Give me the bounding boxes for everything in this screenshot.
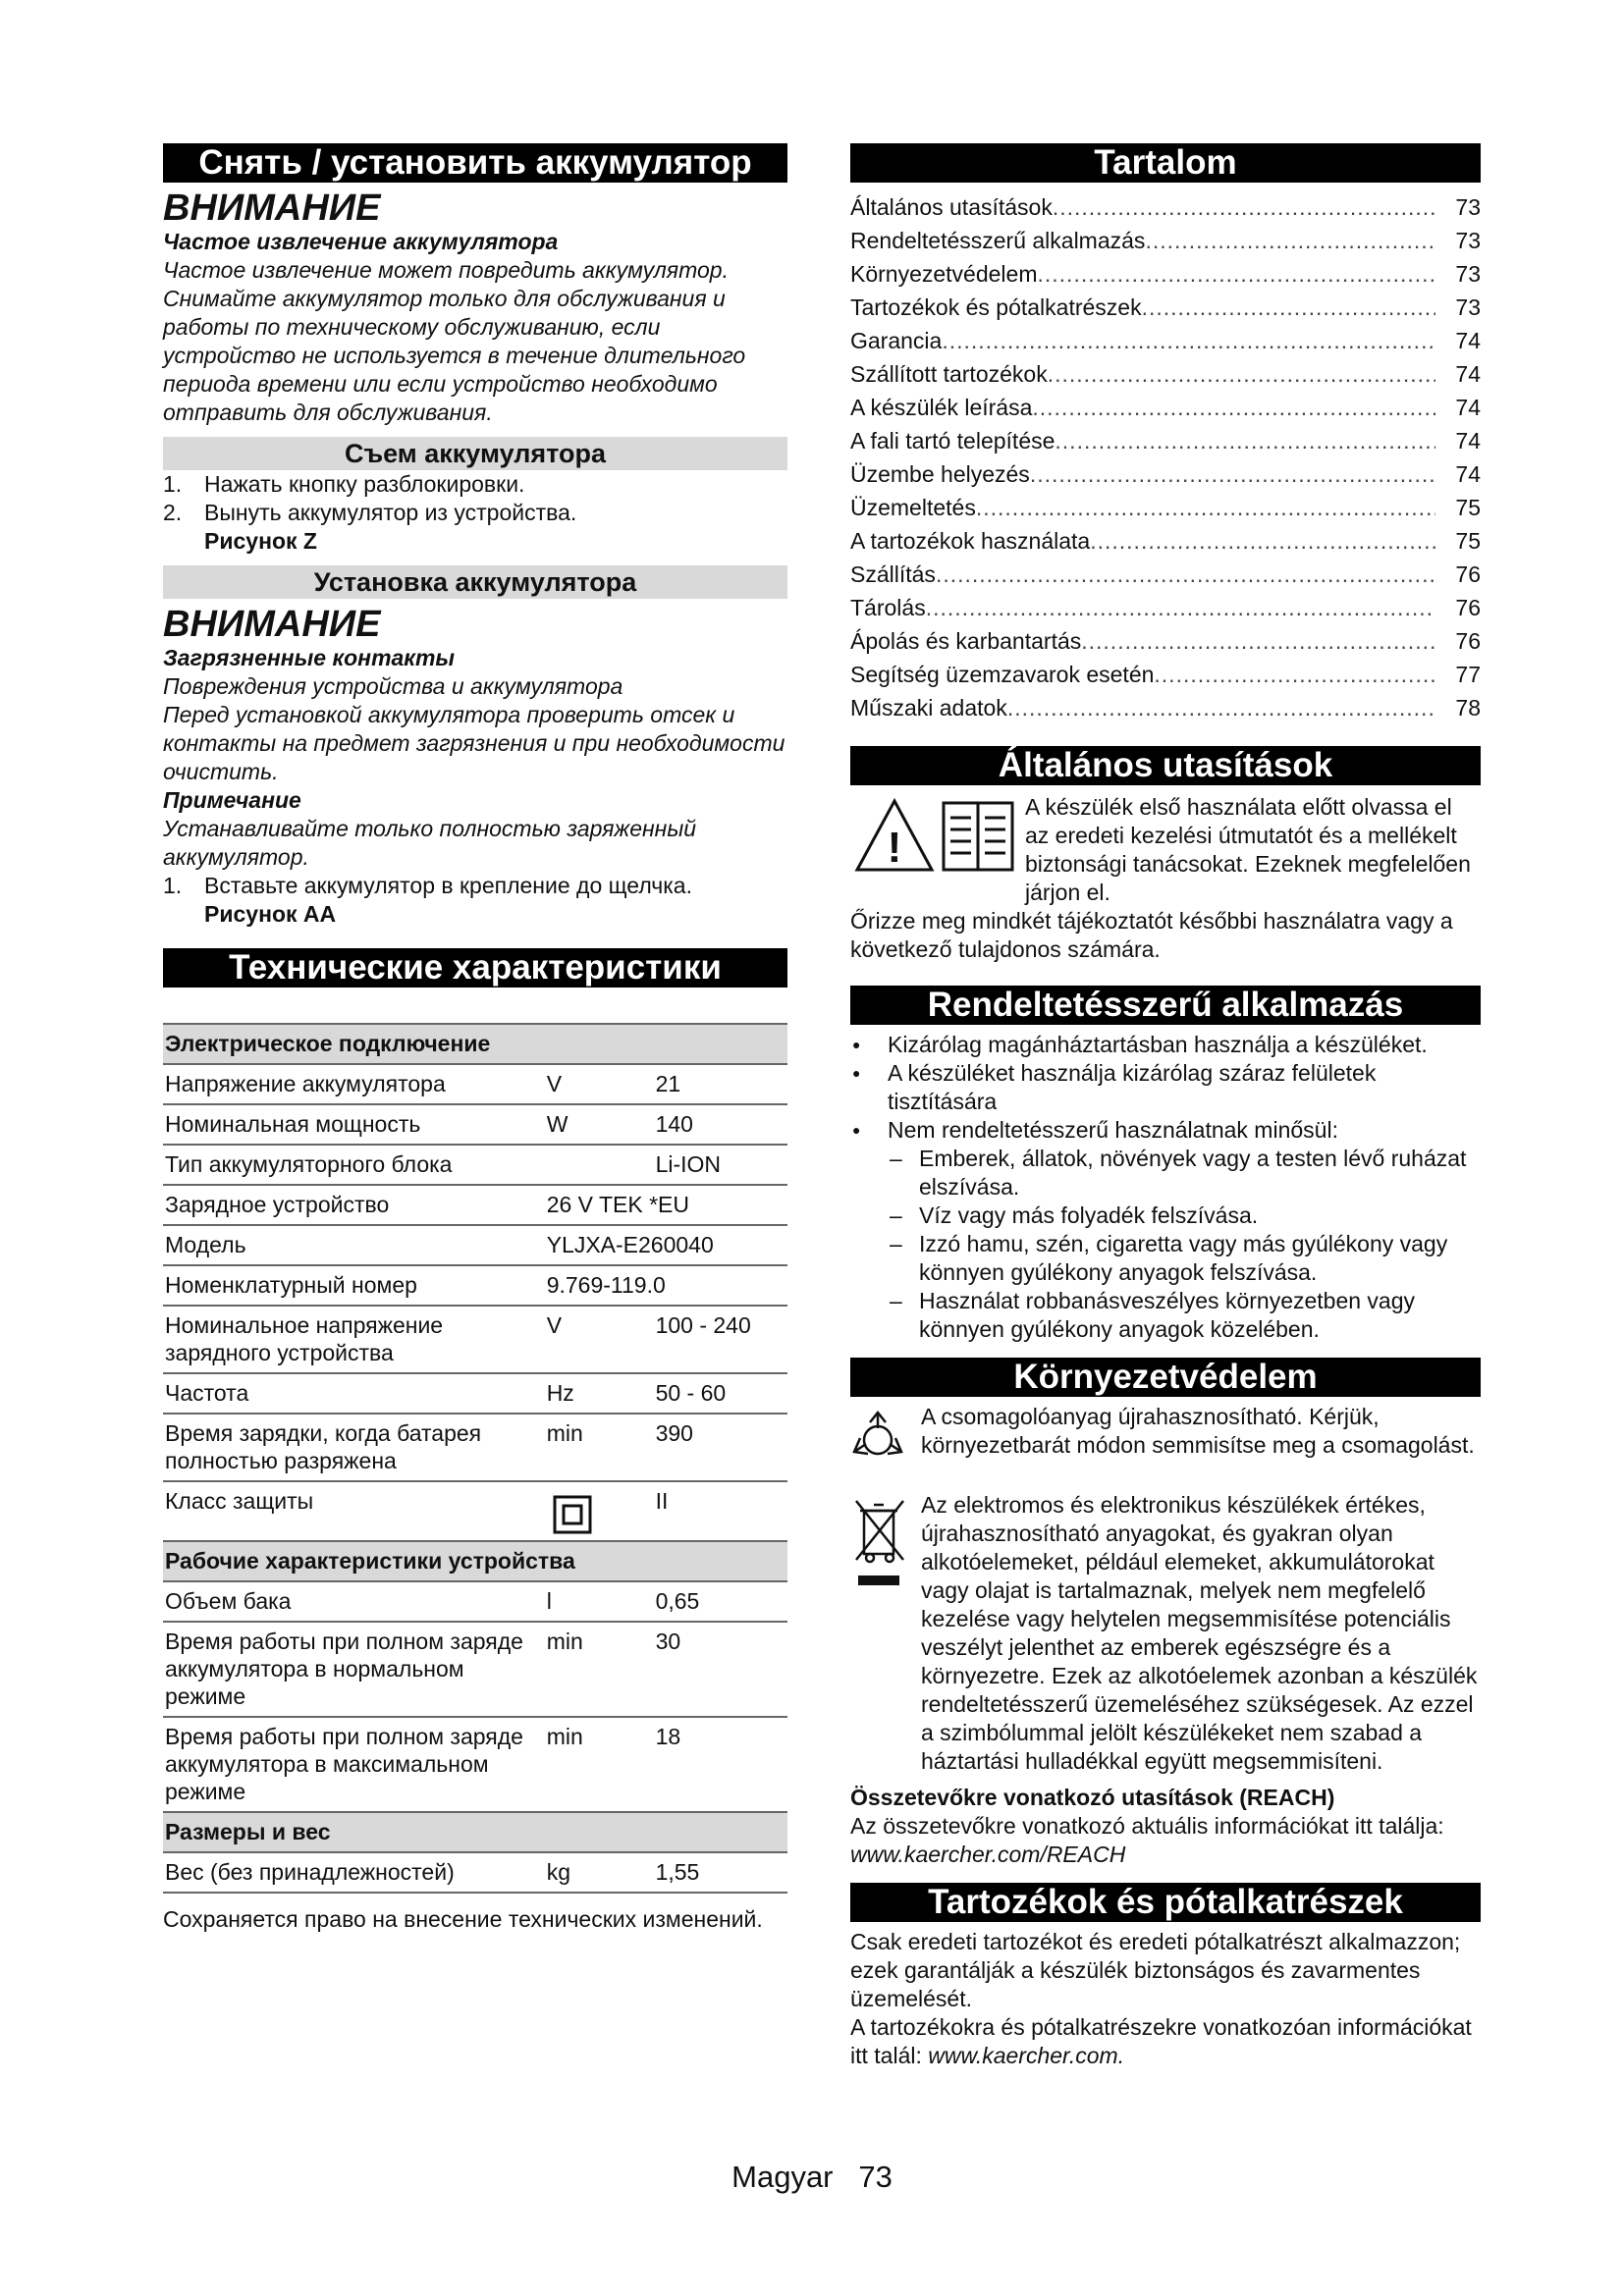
toc-item[interactable] [850,624,1481,658]
toc-item[interactable] [850,257,1481,291]
toc-item-page: 73 [1455,294,1481,320]
toc-item-page: 74 [1455,395,1481,420]
toc-leader-dots [1048,357,1435,391]
toc-item[interactable] [850,658,1481,691]
reach-text: Az összetevőkre vonatkozó aktuális információkat itt találja: www.kaercher.com/REACH [850,1813,1444,1867]
warning-text: Снимайте аккумулятор только для обслуживания и работы по техническому обслуживанию, если устройство не используется в течение длительного периода времени или если устройство необходимо отправить для обслуживания. [163,286,746,425]
toc-item-page: 75 [1455,528,1481,554]
note-title: Примечание [163,787,301,813]
table-row: Класс защиты II [163,1481,787,1541]
table-of-contents [850,190,1481,724]
intended-use-list [850,1031,1481,1344]
parts-text: Csak eredeti tartozékot és eredeti pótalkatrészt alkalmazzon; ezek garantálják a készülék biztonságos és zavarmentes üzemelését. [850,1929,1461,2011]
subsection-header-remove: Съем аккумулятора [163,437,787,470]
table-section-row: Размеры и вес [163,1812,787,1852]
figure-reference: Рисунок Z [204,528,317,554]
remove-steps [163,470,787,527]
toc-item-page: 76 [1455,628,1481,654]
table-row: Частота Hz 50 - 60 [163,1373,787,1414]
toc-item[interactable] [850,224,1481,257]
toc-leader-dots [1145,224,1435,257]
general-text: Őrizze meg mindkét tájékoztatót későbbi használatra vagy a következő tulajdonos számára. [850,908,1453,962]
spec-note: Сохраняется право на внесение технических изменений. [163,1906,763,1932]
section-header-tech: Технические характеристики [163,948,787,988]
toc-item-label: Rendeltetésszerű alkalmazás [850,228,1146,253]
reach-link[interactable]: www.kaercher.com/REACH [850,1842,1126,1867]
toc-item-label: Környezetvédelem [850,261,1038,287]
right-column [850,143,1481,2070]
toc-item-page: 74 [1455,461,1481,487]
section-header-battery: Снять / установить аккумулятор [163,143,787,183]
table-row: Тип аккумуляторного блока Li-ION [163,1145,787,1185]
table-row: Время работы при полном заряде аккумулятора в максимальном режиме min 18 [163,1717,787,1812]
toc-item-label: Üzembe helyezés [850,461,1030,487]
table-row: Номенклатурный номер 9.769-119.0 [163,1265,787,1306]
warning-and-manual-icons [850,793,1017,881]
toc-item[interactable] [850,391,1481,424]
list-item: 1. Нажать кнопку разблокировки. [163,471,525,497]
toc-item-label: Szállítás [850,561,936,587]
install-steps [163,872,787,900]
toc-leader-dots [1090,524,1435,558]
toc-leader-dots [1032,391,1435,424]
environment-weee: Az elektromos és elektronikus készülékek értékes, újrahasznosítható anyagokat, és gyakran olyan alkotóelemeket, például elemeket, akkumulátorokat vagy olajat is tartalmaznak, melyek nem megfelelő kezelése vagy helytelen megsemmisítése potenciális veszélyt jelenthet az emberek egészségre és a környezetre. Ezek az alkotóelemek azonban a készülék rendeltetésszerű üzemeléséhez szükségesek. Az ezzel a szimbólummal jelölt készülékeket nem szabad a háztartási hulladékkal együtt megsemmisíteni. [850,1491,1481,1776]
list-item: – Használat robbanásveszélyes környezetben vagy könnyen gyúlékony anyagok közelében. [850,1287,1481,1344]
toc-item-label: Üzemeltetés [850,495,976,520]
svg-text:!: ! [887,824,902,872]
section-header-environment: Környezetvédelem [850,1358,1481,1397]
warning-subtitle: Загрязненные контакты [163,645,456,670]
toc-item[interactable] [850,491,1481,524]
toc-leader-dots [942,324,1435,357]
toc-leader-dots [1055,424,1435,457]
toc-leader-dots [1007,691,1435,724]
table-row: Зарядное устройство 26 V TEK *EU [163,1185,787,1225]
toc-item[interactable] [850,424,1481,457]
toc-item-page: 74 [1455,328,1481,353]
toc-item-page: 73 [1455,261,1481,287]
section-header-general: Általános utasítások [850,746,1481,785]
toc-item[interactable] [850,558,1481,591]
spec-table [163,1023,787,1894]
toc-item-page: 74 [1455,428,1481,454]
table-row: Номинальное напряжение зарядного устройства V 100 - 240 [163,1306,787,1373]
toc-leader-dots [1053,190,1435,224]
toc-item[interactable] [850,324,1481,357]
section-header-parts: Tartozékok és pótalkatrészek [850,1883,1481,1922]
list-item: ● Nem rendeltetésszerű használatnak minősül: [850,1116,1481,1145]
section-header-intended-use: Rendeltetésszerű alkalmazás [850,986,1481,1025]
toc-item-page: 76 [1455,561,1481,587]
crossed-bin-icon [850,1495,909,1603]
toc-leader-dots [1154,658,1435,691]
warning-text: Перед установкой аккумулятора проверить отсек и контакты на предмет загрязнения и при необходимости очистить. [163,702,785,784]
table-row: Объем бака l 0,65 [163,1581,787,1622]
footer-language: Magyar [731,2160,834,2194]
figure-reference: Рисунок AA [204,901,337,927]
toc-leader-dots [926,591,1435,624]
toc-item-label: Általános utasítások [850,194,1053,220]
toc-item-label: Szállított tartozékok [850,361,1048,387]
toc-leader-dots [936,558,1435,591]
list-item: – Izzó hamu, szén, cigaretta vagy más gyúlékony vagy könnyen gyúlékony anyagok felszívása. [850,1230,1481,1287]
toc-leader-dots [1142,291,1435,324]
toc-item-label: A készülék leírása [850,395,1033,420]
toc-item-label: A fali tartó telepítése [850,428,1056,454]
table-section-row: Электрическое подключение [163,1024,787,1064]
toc-leader-dots [1030,457,1435,491]
page-number: 73 [858,2160,893,2194]
toc-item[interactable] [850,357,1481,391]
toc-item-label: Garancia [850,328,943,353]
left-column [163,143,787,1934]
toc-item-page: 73 [1455,228,1481,253]
manual-book-icon [944,803,1012,870]
warning-text: Частое извлечение может повредить аккумулятор. [163,257,729,283]
toc-item-label: A tartozékok használata [850,528,1091,554]
general-text: A készülék első használata előtt olvassa el az eredeti kezelési útmutatót és a mellékelt biztonsági tanácsokat. Ezeknek megfelelően járjon el. [1025,794,1471,905]
toc-item-page: 73 [1455,194,1481,220]
list-item: 2. Вынуть аккумулятор из устройства. [163,500,577,525]
section-header-toc: Tartalom [850,143,1481,183]
toc-item[interactable] [850,691,1481,724]
toc-item-label: Ápolás és karbantartás [850,628,1082,654]
toc-item-label: Műszaki adatok [850,695,1007,721]
protection-class-icon [545,1481,654,1541]
toc-item-page: 77 [1455,662,1481,687]
table-section-row: Рабочие характеристики устройства [163,1541,787,1581]
toc-item-label: Tartozékok és pótalkatrészek [850,294,1142,320]
toc-item[interactable] [850,524,1481,558]
list-item: ● A készüléket használja kizárólag száraz felületek tisztítására [850,1059,1481,1116]
toc-item[interactable] [850,190,1481,224]
warning-subtitle: Частое извлечение аккумулятора [163,229,559,254]
list-item: ● Kizárólag magánháztartásban használja a készüléket. [850,1031,1481,1059]
environment-recycling: A csomagolóanyag újrahasznosítható. Kérjük, környezetbarát módon semmisítse meg a csomagolást. [850,1403,1481,1491]
toc-item-label: Tárolás [850,595,926,620]
table-row: Вес (без принадлежностей) kg 1,55 [163,1852,787,1893]
warning-text: Повреждения устройства и аккумулятора [163,673,623,699]
list-item: – Víz vagy más folyadék felszívása. [850,1201,1481,1230]
page-footer [0,2160,1624,2195]
table-row: Модель YLJXA-E260040 [163,1225,787,1265]
table-row: Время зарядки, когда батарея полностью разряжена min 390 [163,1414,787,1481]
toc-item-page: 75 [1455,495,1481,520]
note-text: Устанавливайте только полностью заряженный аккумулятор. [163,816,697,870]
general-intro [850,793,1481,907]
table-row: Время работы при полном заряде аккумулятора в нормальном режиме min 30 [163,1622,787,1717]
toc-leader-dots [1081,624,1435,658]
toc-item[interactable] [850,457,1481,491]
warning-title: ВНИМАНИЕ [163,604,381,645]
parts-link[interactable]: www.kaercher.com. [928,2043,1125,2068]
toc-item[interactable] [850,291,1481,324]
toc-item-page: 74 [1455,361,1481,387]
subsection-header-install: Установка аккумулятора [163,565,787,599]
warning-title: ВНИМАНИЕ [163,187,381,229]
recycling-icon [850,1409,905,1464]
toc-leader-dots [1038,257,1436,291]
table-row: Напряжение аккумулятора V 21 [163,1064,787,1104]
toc-item-page: 78 [1455,695,1481,721]
parts-text: A tartozékokra és pótalkatrészekre vonatkozóan információkat itt talál: www.kaercher.com. [850,2014,1472,2068]
reach-title: Összetevőkre vonatkozó utasítások (REACH) [850,1785,1335,1810]
toc-item-label: Segítség üzemzavarok esetén [850,662,1155,687]
toc-item-page: 76 [1455,595,1481,620]
list-item: – Emberek, állatok, növények vagy a testen lévő ruházat elszívása. [850,1145,1481,1201]
toc-item[interactable] [850,591,1481,624]
list-item: 1. Вставьте аккумулятор в крепление до щелчка. [163,873,692,898]
toc-leader-dots [976,491,1435,524]
table-row: Номинальная мощность W 140 [163,1104,787,1145]
